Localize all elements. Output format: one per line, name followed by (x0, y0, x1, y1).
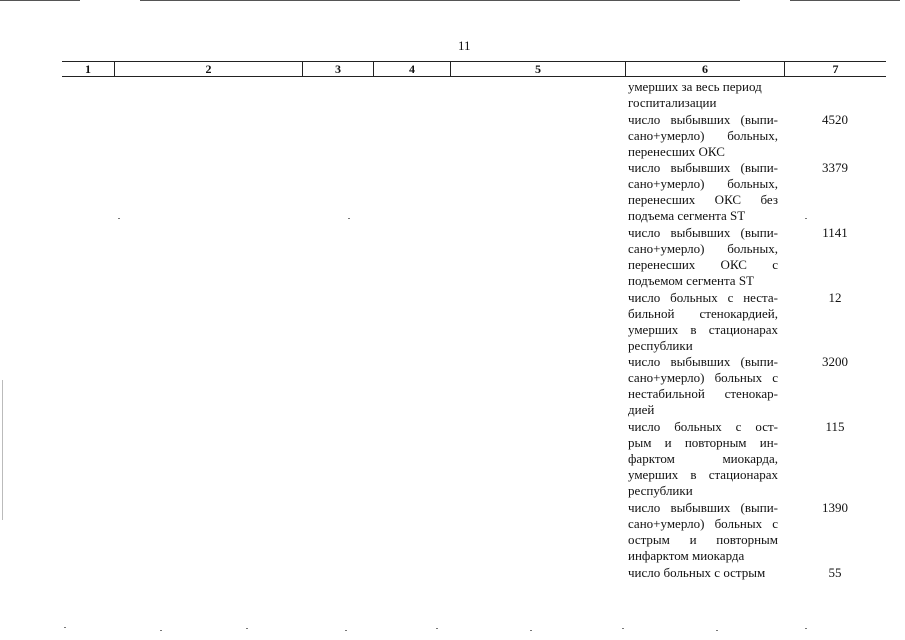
indicator-line: перенесших ОКС без (628, 192, 778, 208)
scan-speck (622, 628, 624, 629)
indicator-line: сано+умерло) больных, (628, 128, 778, 144)
indicator-line: сано+умерло) больных с (628, 516, 778, 532)
scan-speck (118, 218, 120, 219)
top-border-center (140, 0, 740, 1)
top-border-right (790, 0, 900, 1)
indicator-text (628, 290, 778, 354)
indicator-line: сано+умерло) больных с (628, 370, 778, 386)
header-col-6: 6 (626, 62, 785, 76)
indicator-line: дией (628, 402, 655, 418)
indicator-line: нестабильной стенокар- (628, 386, 778, 402)
indicator-line: рым и повторным ин- (628, 435, 778, 451)
scan-speck (160, 630, 162, 631)
indicator-line: госпитализации (628, 95, 717, 111)
indicator-value: 1390 (822, 500, 848, 515)
indicator-line: сано+умерло) больных, (628, 241, 778, 257)
indicator-text (628, 565, 778, 581)
indicator-value: 115 (825, 419, 845, 434)
indicator-line: республики (628, 338, 693, 354)
indicator-line: республики (628, 483, 693, 499)
scan-speck (716, 630, 718, 631)
scan-speck (805, 218, 807, 219)
indicator-value: 12 (828, 290, 842, 305)
scan-speck (805, 628, 807, 629)
indicator-line: перенесших ОКС с (628, 257, 778, 273)
indicator-text (628, 160, 778, 224)
indicator-line: сано+умерло) больных, (628, 176, 778, 192)
indicator-line: острым и повторным (628, 532, 778, 548)
indicator-value: 55 (828, 565, 842, 580)
indicator-value: 3379 (822, 160, 848, 175)
indicator-line: число выбывших (выпи- (628, 112, 778, 127)
header-col-5: 5 (451, 62, 626, 76)
indicator-value: 3200 (822, 354, 848, 369)
indicator-text (628, 112, 778, 160)
indicator-line: бильной стенокардией, (628, 306, 778, 322)
indicator-line: перенесших ОКС (628, 144, 725, 160)
indicator-line: подъемом сегмента ST (628, 273, 754, 289)
indicator-line: инфарктом миокарда (628, 548, 745, 564)
indicator-text (628, 225, 778, 289)
indicator-text (628, 79, 778, 111)
indicator-text (628, 419, 778, 499)
indicator-line: фарктом миокарда, (628, 451, 778, 467)
scan-speck (436, 628, 438, 629)
column-header-row (62, 61, 886, 77)
indicator-line: умерших в стационарах (628, 467, 778, 483)
indicator-value: 1141 (822, 225, 848, 240)
scan-speck (64, 627, 66, 628)
header-col-7: 7 (832, 62, 839, 76)
indicator-text (628, 354, 778, 418)
scan-speck (348, 218, 350, 219)
page-number: 11 (458, 38, 471, 53)
indicator-value: 4520 (822, 112, 848, 127)
scan-speck (246, 628, 248, 629)
indicator-line: число больных с острым (628, 565, 766, 580)
indicator-text (628, 500, 778, 564)
scan-speck (530, 630, 532, 631)
indicator-line: число выбывших (выпи- (628, 225, 778, 240)
indicator-line: число выбывших (выпи- (628, 354, 778, 369)
header-col-2: 2 (115, 62, 303, 76)
scan-speck (345, 630, 347, 631)
top-border-left (0, 0, 80, 1)
header-col-1: 1 (62, 62, 115, 76)
header-col-3: 3 (303, 62, 374, 76)
indicator-line: умерших за весь период (628, 79, 762, 94)
left-edge-mark (2, 380, 3, 520)
indicator-line: подъема сегмента ST (628, 208, 746, 224)
indicator-line: число выбывших (выпи- (628, 160, 778, 175)
header-col-4: 4 (374, 62, 451, 76)
indicator-line: умерших в стационарах (628, 322, 778, 338)
indicator-line: число выбывших (выпи- (628, 500, 778, 515)
indicator-line: число больных с ост- (628, 419, 778, 434)
indicator-line: число больных с неста- (628, 290, 778, 305)
